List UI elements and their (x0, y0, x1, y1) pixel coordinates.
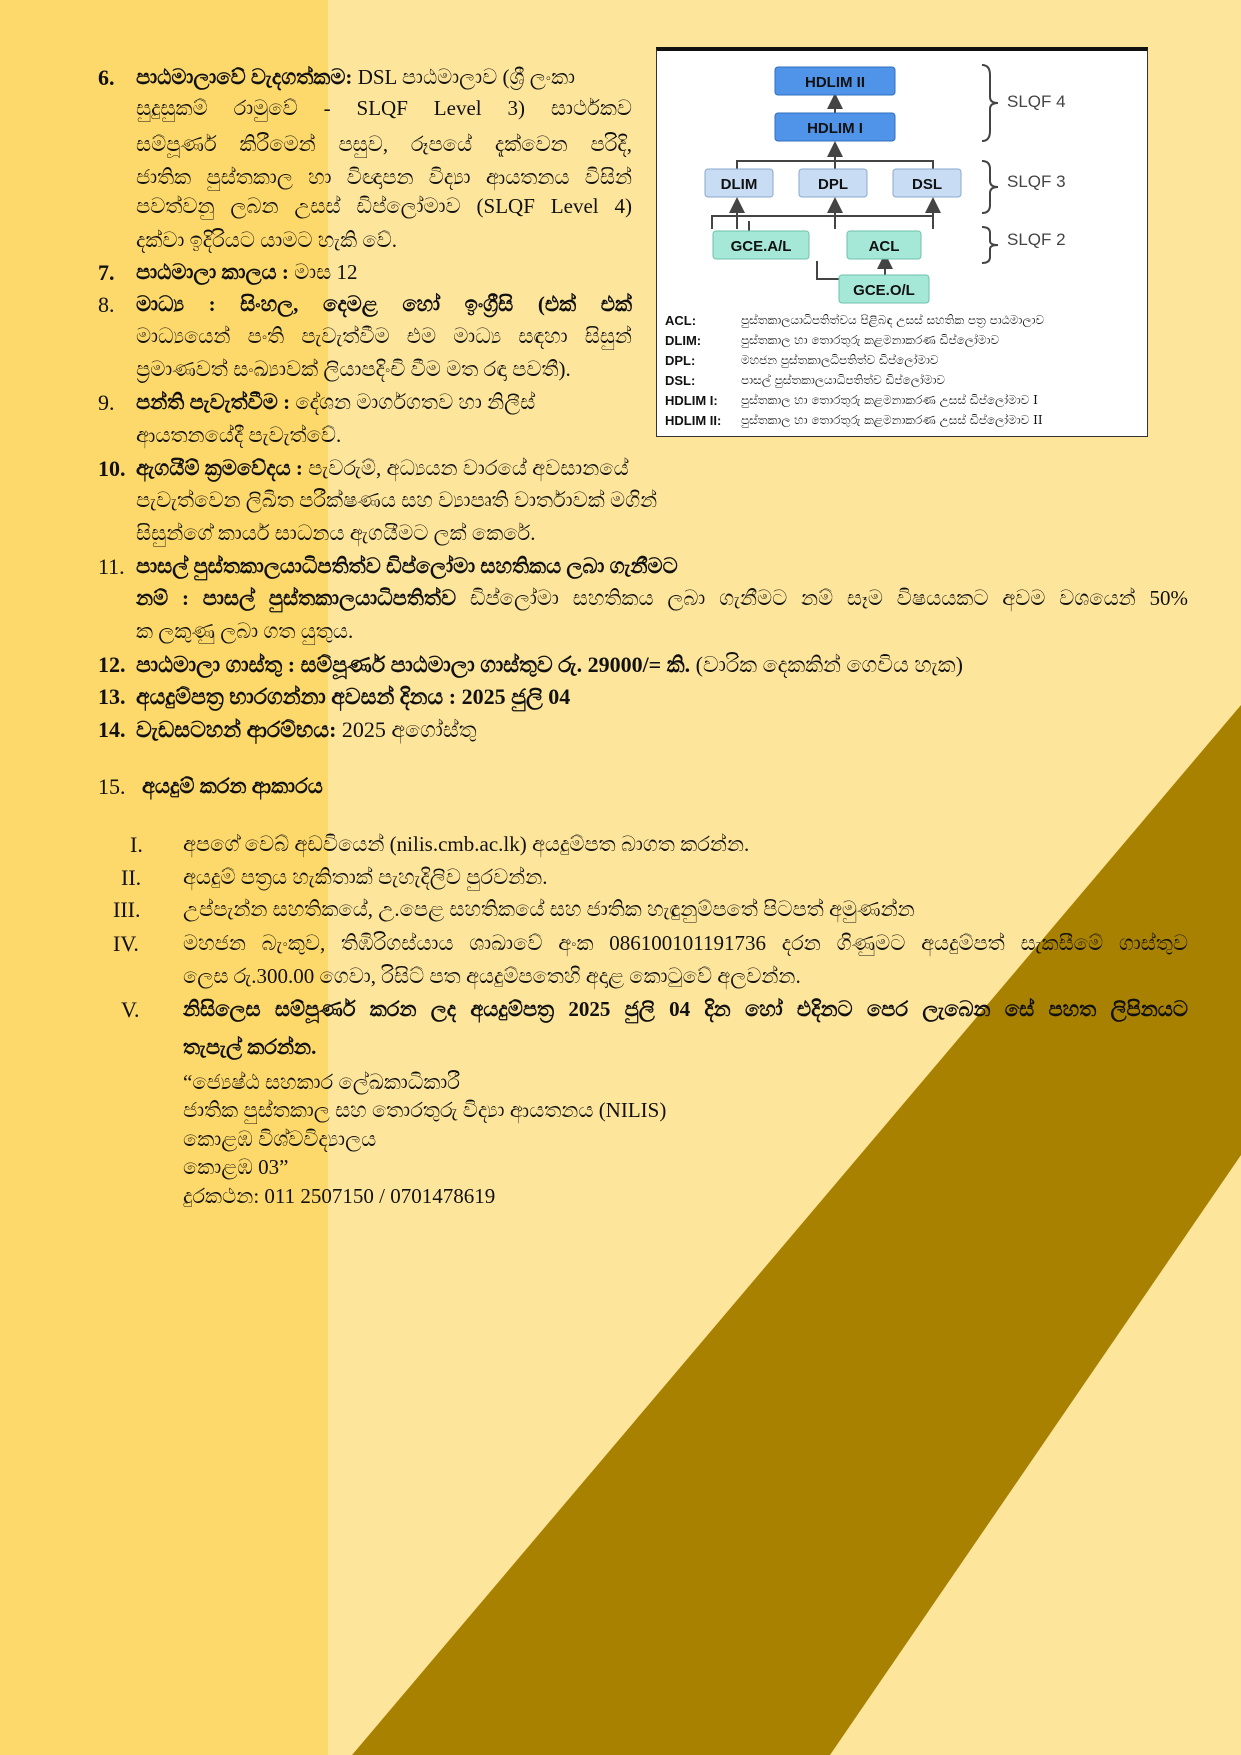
step-2-line-0: අයදුම් පත්‍රය හැකිතාක් පැහැදිලිව පුරවන්න. (183, 865, 548, 889)
item-14-number: 14. (98, 717, 126, 742)
item-15-number: 15. (98, 774, 126, 799)
box-dlim-label: DLIM (720, 176, 758, 193)
item-10-number: 10. (98, 456, 126, 481)
legend-abbr-dlim: DLIM: (665, 333, 702, 348)
box-dpl-label: DPL (818, 176, 848, 193)
box-hdlim1-label: HDLIM I (807, 120, 863, 137)
address-line-2: කොළඹ විශ්වවිද්‍යාලය (183, 1127, 377, 1151)
step-3-line-0: උප්පැන්න සහතිකයේ, උ.පෙළ සහතිකයේ සහ ජාතික හැඳුනුම්පතේ පිටපත් අමුණන්න (183, 897, 915, 921)
item-6-line-0: DSL පාඨමාලාව (ශ්‍රී ලංකා (357, 65, 576, 89)
legend-desc-dpl: මහජන පුස්තකාලධිපතිත්ව ඩිප්ලෝමාව (741, 353, 939, 367)
step-1-number: I. (130, 832, 143, 857)
item-7-title: පාඨමාලා කාලය : (136, 260, 289, 284)
box-gceal-label: GCE.A/L (730, 238, 792, 255)
step-5-line-0: නිසිලෙස සම්පූර්ණ කරන ලද අයදුම්පත්‍ර 2025 ජුලි 04 දින හෝ එදිනට පෙර ලැබෙන සේ පහත ලිපිනයට (183, 997, 1188, 1021)
address-line-1: ජාතික පුස්තකාල සහ තොරතුරු විද්‍යා ආයතනය (NILIS) (183, 1098, 667, 1122)
item-11-line2-bold: නම් : පාසල් පුස්තකාලයාධිපතිත්ව (136, 586, 457, 610)
legend-row (665, 353, 1141, 373)
item-10-line-2: සිසුන්ගේ කාර්ය සාධනය ඇගයීමට ලක් කෙරේ. (136, 521, 536, 545)
legend-row (665, 413, 1141, 433)
step-5-line-1: තැපැල් කරන්න. (183, 1035, 317, 1059)
item-9-line-1: ආයතනයේදී පැවැත්වේ. (136, 423, 342, 447)
item-8-line-2: ප්‍රමාණවත් සංඛ්‍යාවක් ලියාපදිංචි වීම මත රඳා පවතී). (136, 357, 571, 381)
legend-desc-hdlim1: පුස්තකාල හා තොරතුරු කළමනාකරණ උසස් ඩිප්ලෝමාව I (741, 393, 1038, 407)
legend-abbr-dpl: DPL: (665, 353, 696, 368)
legend-abbr-hdlim2: HDLIM II: (665, 413, 722, 428)
pathway-diagram (657, 51, 1149, 311)
item-13-title: අයදුම්පත්‍ර භාරගන්නා අවසන් දිනය : 2025 ජුලි 04 (136, 684, 571, 709)
slqf-pathway-figure (656, 47, 1148, 437)
item-8-line-0: මාධ්‍ය : සිංහල, දෙමළ හෝ ඉංග්‍රීසි (එක් එක් (136, 292, 632, 316)
item-8-number: 8. (98, 292, 115, 317)
step-4-number: IV. (113, 931, 139, 956)
address-line-0: “ජ්‍යෙෂ්ඨ සහකාර ලේඛකාධිකාරී (183, 1070, 460, 1094)
address-phone: දුරකථන: 011 2507150 / 0701478619 (183, 1184, 496, 1208)
item-11-line2-rest: ඩිප්ලෝමා සහතිකය ලබා ගැනීමට නම් සෑම විෂයයකට අවම වශයෙන් 50% (469, 586, 1189, 610)
level-slqf4: SLQF 4 (1007, 92, 1066, 111)
item-6-line-5: දක්වා ඉදිරියට යාමට හැකි වේ. (136, 228, 398, 252)
item-10-line-1: පැවැත්වෙන ලිඛිත පරීක්ෂණය සහ ව්‍යාපෘති වාර්තාවක් මගින් (136, 488, 658, 512)
level-braces (982, 65, 998, 263)
legend-row (665, 373, 1141, 393)
item-15-title: අයදුම් කරන ආකාරය (142, 774, 323, 798)
item-6-line-2: සම්පූර්ණ කිරීමෙන් පසුව, රූපයේ දැක්වෙන පරිදි, (136, 132, 632, 156)
legend-desc-dlim: පුස්තකාල හා තොරතුරු කළමනාකරණ ඩිප්ලෝමාව (741, 333, 1000, 347)
item-9-line-0: දේශන මාර්ගගතව හා නිලීස් (295, 390, 536, 414)
item-9-title: පන්ති පැවැත්වීම : (136, 390, 291, 414)
legend-desc-dsl: පාසල් පුස්තකාලයාධිපතිත්ව ඩිප්ලෝමාව (741, 373, 946, 387)
diagram-legend (665, 313, 1141, 433)
item-6-title: පාඨමාලාවේ වැදගත්කම: (136, 65, 353, 89)
legend-row (665, 393, 1141, 413)
item-6-line-4: පවත්වනු ලබන උසස් ඩිප්ලෝමාව (SLQF Level 4) (136, 194, 632, 218)
address-line-3: කොළඹ 03” (183, 1155, 289, 1179)
item-7-number: 7. (98, 260, 115, 285)
item-11-line3: ක ලකුණු ලබා ගත යුතුය. (136, 619, 354, 643)
item-11-number: 11. (98, 554, 125, 579)
item-9-number: 9. (98, 390, 115, 415)
step-4-line-1: ලෙස රු.300.00 ගෙවා, රිසිට් පත අයදුම්පතෙහි අදාළ කොටුවේ අලවන්න. (183, 964, 801, 988)
step-2-number: II. (121, 865, 142, 890)
legend-row (665, 313, 1141, 333)
legend-desc-hdlim2: පුස්තකාල හා තොරතුරු කළමනාකරණ උසස් ඩිප්ලෝමාව II (741, 413, 1043, 427)
legend-row (665, 333, 1141, 353)
item-14-value: 2025 අගෝස්තු (341, 717, 477, 742)
item-12-number: 12. (98, 652, 126, 677)
item-12-rest: (වාරික දෙකකින් ගෙවිය හැක) (695, 652, 963, 677)
item-6-line-3: ජාතික පුස්තකාල හා විඥාපන විද්‍යා ආයතනය විසින් (136, 165, 632, 189)
item-13-number: 13. (98, 684, 126, 709)
box-hdlim2-label: HDLIM II (805, 74, 865, 91)
box-dsl-label: DSL (912, 176, 942, 193)
item-6-number: 6. (98, 65, 115, 90)
item-7-value: මාස 12 (294, 260, 358, 284)
item-14-title: වැඩසටහන් ආරම්භය: (136, 717, 337, 742)
item-11-title: පාසල් පුස්තකාලයාධිපතිත්ව ඩිප්ලෝමා සහතිකය ලබා ගැනීමට (136, 554, 678, 578)
level-slqf2: SLQF 2 (1007, 230, 1066, 249)
legend-desc-acl: පුස්තකාලයාධිපතිත්වය පිළිබඳ උසස් සහතික පත්‍ර පාඨමාලාව (741, 313, 1045, 327)
item-10-title: ඇගයීම් ක්‍රමවේදය : (136, 456, 303, 480)
legend-abbr-hdlim1: HDLIM I: (665, 393, 718, 408)
step-3-number: III. (113, 897, 141, 922)
box-acl-label: ACL (868, 238, 900, 255)
level-slqf3: SLQF 3 (1007, 172, 1066, 191)
box-gceol-label: GCE.O/L (853, 282, 915, 299)
item-6-line-1: සුදුසුකම් රාමුවේ - SLQF Level 3) සාර්ථකව (136, 96, 632, 120)
step-4-line-0: මහජන බැංකුව, තිඹිරිගස්යාය ශාඛාවේ අංක 086100101191736 දරන ගිණුමට අයදුම්පත් සැකසීමේ ගාස්තුව (183, 931, 1188, 955)
legend-abbr-acl: ACL: (665, 313, 697, 328)
item-12-title: පාඨමාලා ගාස්තු : සම්පූර්ණ පාඨමාලා ගාස්තුව රු. 29000/= කි. (136, 652, 691, 677)
legend-abbr-dsl: DSL: (665, 373, 696, 388)
step-5-number: V. (121, 997, 140, 1022)
item-10-line-0: පැවරුම්, අධ්‍යයන වාරයේ අවසානයේ (308, 456, 629, 480)
step-1-line-0: අපගේ වෙබ් අඩවියෙන් (nilis.cmb.ac.lk) අයදුම්පත බාගත කරන්න. (183, 832, 750, 856)
item-8-line-1: මාධ්‍යයෙන් පංති පැවැත්වීම එම මාධ්‍ය සඳහා සිසුන් (136, 324, 632, 348)
